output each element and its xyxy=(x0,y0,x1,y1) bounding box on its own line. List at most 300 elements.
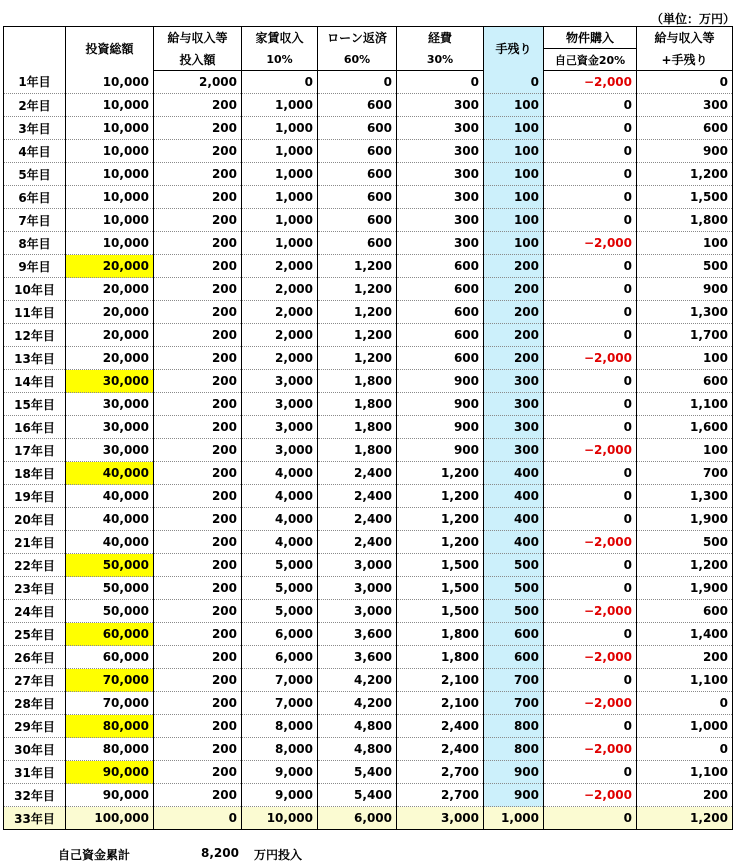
table-row xyxy=(4,255,733,278)
cell-purchase: 0 xyxy=(544,669,637,692)
header-purchase: 物件購入 xyxy=(544,27,637,49)
cell-investment-total: 60,000 xyxy=(66,623,154,646)
cell-year: 5年目 xyxy=(4,163,66,186)
cell-salary-plus-net: 1,600 xyxy=(637,416,733,439)
cell-salary-plus-net: 1,100 xyxy=(637,761,733,784)
cell-salary-plus-net: 1,900 xyxy=(637,508,733,531)
cell-expenses: 600 xyxy=(397,255,484,278)
cell-year: 20年目 xyxy=(4,508,66,531)
cell-year: 2年目 xyxy=(4,94,66,117)
cell-year: 32年目 xyxy=(4,784,66,807)
cell-expenses: 300 xyxy=(397,209,484,232)
table-row xyxy=(4,738,733,761)
cell-salary-plus-net: 200 xyxy=(637,784,733,807)
cell-net-cash: 100 xyxy=(484,140,544,163)
cell-rent-income: 3,000 xyxy=(242,439,318,462)
table-row xyxy=(4,577,733,600)
table-row xyxy=(4,784,733,807)
cell-net-cash: 900 xyxy=(484,784,544,807)
cell-loan-repay: 600 xyxy=(318,140,397,163)
cell-purchase: 0 xyxy=(544,324,637,347)
cell-investment-total: 80,000 xyxy=(66,738,154,761)
cell-rent-income: 4,000 xyxy=(242,485,318,508)
cell-loan-repay: 1,800 xyxy=(318,416,397,439)
cell-salary-plus-net: 700 xyxy=(637,462,733,485)
cell-salary-plus-net: 0 xyxy=(637,738,733,761)
cell-rent-income: 4,000 xyxy=(242,531,318,554)
cell-salary-invest: 200 xyxy=(154,784,242,807)
cell-year: 17年目 xyxy=(4,439,66,462)
cell-purchase: 0 xyxy=(544,577,637,600)
cell-rent-income: 6,000 xyxy=(242,623,318,646)
header-investment-total: 投資総額 xyxy=(66,27,154,71)
cell-rent-income: 1,000 xyxy=(242,186,318,209)
cell-purchase: 0 xyxy=(544,117,637,140)
summary-value: 8,200 xyxy=(201,846,239,860)
cell-salary-plus-net: 1,900 xyxy=(637,577,733,600)
table-row xyxy=(4,140,733,163)
table-row xyxy=(4,692,733,715)
cell-loan-repay: 1,200 xyxy=(318,255,397,278)
cell-year: 7年目 xyxy=(4,209,66,232)
cell-salary-invest: 200 xyxy=(154,209,242,232)
cell-net-cash: 300 xyxy=(484,416,544,439)
cell-loan-repay: 2,400 xyxy=(318,485,397,508)
cell-loan-repay: 600 xyxy=(318,117,397,140)
cell-investment-total: 40,000 xyxy=(66,485,154,508)
cell-loan-repay: 600 xyxy=(318,163,397,186)
header-net-cash: 手残り xyxy=(484,27,544,71)
cell-purchase: 0 xyxy=(544,623,637,646)
cell-net-cash: 100 xyxy=(484,163,544,186)
cell-purchase: −2,000 xyxy=(544,232,637,255)
cell-investment-total: 100,000 xyxy=(66,807,154,830)
cell-expenses: 300 xyxy=(397,163,484,186)
cell-expenses: 3,000 xyxy=(397,807,484,830)
cell-year: 21年目 xyxy=(4,531,66,554)
table-row xyxy=(4,600,733,623)
cell-expenses: 900 xyxy=(397,393,484,416)
cell-salary-invest: 200 xyxy=(154,301,242,324)
table-row xyxy=(4,439,733,462)
table-row xyxy=(4,324,733,347)
cell-loan-repay: 600 xyxy=(318,186,397,209)
cell-expenses: 2,400 xyxy=(397,715,484,738)
header-salary-plus-2: +手残り xyxy=(637,49,733,71)
cell-investment-total: 20,000 xyxy=(66,278,154,301)
cell-net-cash: 100 xyxy=(484,186,544,209)
cell-purchase: 0 xyxy=(544,462,637,485)
cell-investment-total: 10,000 xyxy=(66,209,154,232)
cell-year: 8年目 xyxy=(4,232,66,255)
cell-salary-invest: 200 xyxy=(154,186,242,209)
cell-expenses: 1,800 xyxy=(397,646,484,669)
cell-expenses: 300 xyxy=(397,140,484,163)
cell-loan-repay: 4,200 xyxy=(318,669,397,692)
cell-rent-income: 5,000 xyxy=(242,554,318,577)
cell-rent-income: 5,000 xyxy=(242,577,318,600)
cell-net-cash: 300 xyxy=(484,439,544,462)
cell-year: 9年目 xyxy=(4,255,66,278)
header-expenses: 経費 xyxy=(397,27,484,49)
cell-rent-income: 8,000 xyxy=(242,738,318,761)
cell-net-cash: 400 xyxy=(484,485,544,508)
cell-loan-repay: 6,000 xyxy=(318,807,397,830)
cell-year: 22年目 xyxy=(4,554,66,577)
cell-purchase: 0 xyxy=(544,186,637,209)
header-loan-repay: ローン返済 xyxy=(318,27,397,49)
cell-investment-total: 40,000 xyxy=(66,508,154,531)
table-row xyxy=(4,485,733,508)
cell-investment-total: 10,000 xyxy=(66,117,154,140)
table-row xyxy=(4,531,733,554)
cell-purchase: −2,000 xyxy=(544,784,637,807)
cell-rent-income: 9,000 xyxy=(242,761,318,784)
cell-salary-invest: 200 xyxy=(154,531,242,554)
cell-net-cash: 700 xyxy=(484,692,544,715)
cell-loan-repay: 3,000 xyxy=(318,600,397,623)
table-row xyxy=(4,370,733,393)
cell-year: 31年目 xyxy=(4,761,66,784)
cell-rent-income: 10,000 xyxy=(242,807,318,830)
cell-purchase: 0 xyxy=(544,255,637,278)
cell-net-cash: 300 xyxy=(484,370,544,393)
cell-rent-income: 1,000 xyxy=(242,209,318,232)
header-expenses-pct: 30% xyxy=(397,49,484,71)
cell-expenses: 1,200 xyxy=(397,508,484,531)
cell-investment-total: 20,000 xyxy=(66,255,154,278)
cell-investment-total: 70,000 xyxy=(66,692,154,715)
cell-investment-total: 50,000 xyxy=(66,577,154,600)
cell-salary-plus-net: 1,200 xyxy=(637,554,733,577)
cell-investment-total: 50,000 xyxy=(66,600,154,623)
cell-salary-plus-net: 1,300 xyxy=(637,301,733,324)
table-row xyxy=(4,186,733,209)
cell-net-cash: 700 xyxy=(484,669,544,692)
cell-investment-total: 10,000 xyxy=(66,232,154,255)
cell-salary-invest: 200 xyxy=(154,508,242,531)
cell-investment-total: 10,000 xyxy=(66,71,154,94)
cell-rent-income: 4,000 xyxy=(242,508,318,531)
cell-salary-plus-net: 1,400 xyxy=(637,623,733,646)
cell-purchase: −2,000 xyxy=(544,692,637,715)
investment-table xyxy=(3,26,733,830)
cell-purchase: 0 xyxy=(544,370,637,393)
cell-loan-repay: 5,400 xyxy=(318,761,397,784)
table-row xyxy=(4,554,733,577)
cell-purchase: 0 xyxy=(544,301,637,324)
cell-investment-total: 20,000 xyxy=(66,301,154,324)
cell-investment-total: 90,000 xyxy=(66,784,154,807)
cell-salary-plus-net: 100 xyxy=(637,439,733,462)
summary-label: 自己資金累計 xyxy=(58,848,131,862)
cell-net-cash: 400 xyxy=(484,508,544,531)
cell-salary-invest: 200 xyxy=(154,163,242,186)
cell-net-cash: 400 xyxy=(484,531,544,554)
cell-salary-invest: 200 xyxy=(154,646,242,669)
header-rent-income: 家賃収入 xyxy=(242,27,318,49)
table-row xyxy=(4,416,733,439)
cell-year: 13年目 xyxy=(4,347,66,370)
cell-loan-repay: 2,400 xyxy=(318,508,397,531)
cell-net-cash: 100 xyxy=(484,209,544,232)
table-row xyxy=(4,209,733,232)
cell-year: 16年目 xyxy=(4,416,66,439)
cell-investment-total: 50,000 xyxy=(66,554,154,577)
unit-note: （単位：万円） xyxy=(650,12,735,26)
summary-suffix: 万円投入 xyxy=(254,848,303,862)
cell-purchase: −2,000 xyxy=(544,646,637,669)
cell-salary-invest: 200 xyxy=(154,761,242,784)
cell-rent-income: 5,000 xyxy=(242,600,318,623)
cell-salary-plus-net: 1,100 xyxy=(637,669,733,692)
cell-rent-income: 1,000 xyxy=(242,163,318,186)
cell-purchase: 0 xyxy=(544,393,637,416)
cell-salary-plus-net: 900 xyxy=(637,278,733,301)
cell-net-cash: 500 xyxy=(484,554,544,577)
cell-salary-invest: 200 xyxy=(154,94,242,117)
cell-net-cash: 100 xyxy=(484,94,544,117)
cell-investment-total: 10,000 xyxy=(66,94,154,117)
cell-salary-plus-net: 600 xyxy=(637,117,733,140)
cell-salary-invest: 200 xyxy=(154,600,242,623)
cell-loan-repay: 1,800 xyxy=(318,439,397,462)
cell-expenses: 1,200 xyxy=(397,531,484,554)
cell-loan-repay: 4,800 xyxy=(318,738,397,761)
cell-year: 30年目 xyxy=(4,738,66,761)
cell-net-cash: 0 xyxy=(484,71,544,94)
cell-rent-income: 2,000 xyxy=(242,347,318,370)
cell-salary-invest: 200 xyxy=(154,715,242,738)
cell-net-cash: 600 xyxy=(484,623,544,646)
cell-salary-plus-net: 1,500 xyxy=(637,186,733,209)
cell-expenses: 600 xyxy=(397,278,484,301)
cell-expenses: 300 xyxy=(397,94,484,117)
cell-salary-invest: 200 xyxy=(154,416,242,439)
cell-net-cash: 100 xyxy=(484,232,544,255)
cell-expenses: 1,200 xyxy=(397,462,484,485)
cell-net-cash: 800 xyxy=(484,738,544,761)
cell-salary-invest: 200 xyxy=(154,370,242,393)
cell-year: 25年目 xyxy=(4,623,66,646)
cell-expenses: 600 xyxy=(397,347,484,370)
header-year xyxy=(4,27,66,71)
cell-salary-plus-net: 600 xyxy=(637,600,733,623)
cell-purchase: −2,000 xyxy=(544,439,637,462)
table-row xyxy=(4,761,733,784)
cell-salary-plus-net: 100 xyxy=(637,232,733,255)
cell-rent-income: 7,000 xyxy=(242,692,318,715)
cell-expenses: 300 xyxy=(397,232,484,255)
table-row xyxy=(4,163,733,186)
cell-net-cash: 200 xyxy=(484,278,544,301)
cell-expenses: 2,700 xyxy=(397,761,484,784)
cell-loan-repay: 3,600 xyxy=(318,623,397,646)
header-row-1 xyxy=(4,27,733,49)
cell-rent-income: 2,000 xyxy=(242,255,318,278)
cell-purchase: 0 xyxy=(544,715,637,738)
cell-year: 23年目 xyxy=(4,577,66,600)
cell-investment-total: 90,000 xyxy=(66,761,154,784)
cell-net-cash: 200 xyxy=(484,301,544,324)
cell-expenses: 2,700 xyxy=(397,784,484,807)
cell-expenses: 900 xyxy=(397,370,484,393)
cell-rent-income: 1,000 xyxy=(242,232,318,255)
header-salary-invest-2: 投入額 xyxy=(154,49,242,71)
table-row xyxy=(4,646,733,669)
cell-investment-total: 10,000 xyxy=(66,163,154,186)
cell-salary-invest: 200 xyxy=(154,393,242,416)
table-row xyxy=(4,715,733,738)
cell-expenses: 2,100 xyxy=(397,692,484,715)
cell-rent-income: 1,000 xyxy=(242,117,318,140)
cell-salary-invest: 200 xyxy=(154,347,242,370)
cell-net-cash: 200 xyxy=(484,255,544,278)
cell-net-cash: 300 xyxy=(484,393,544,416)
cell-rent-income: 0 xyxy=(242,71,318,94)
cell-salary-plus-net: 1,800 xyxy=(637,209,733,232)
cell-salary-invest: 200 xyxy=(154,669,242,692)
table-row xyxy=(4,669,733,692)
cell-salary-invest: 200 xyxy=(154,462,242,485)
cell-salary-invest: 200 xyxy=(154,232,242,255)
cell-loan-repay: 4,800 xyxy=(318,715,397,738)
cell-salary-plus-net: 100 xyxy=(637,347,733,370)
cell-purchase: 0 xyxy=(544,209,637,232)
cell-rent-income: 1,000 xyxy=(242,140,318,163)
cell-investment-total: 30,000 xyxy=(66,416,154,439)
cell-net-cash: 600 xyxy=(484,646,544,669)
cell-loan-repay: 5,400 xyxy=(318,784,397,807)
cell-expenses: 0 xyxy=(397,71,484,94)
cell-rent-income: 2,000 xyxy=(242,278,318,301)
cell-investment-total: 10,000 xyxy=(66,140,154,163)
cell-salary-plus-net: 0 xyxy=(637,71,733,94)
cell-salary-invest: 2,000 xyxy=(154,71,242,94)
cell-salary-invest: 200 xyxy=(154,554,242,577)
cell-salary-invest: 200 xyxy=(154,485,242,508)
cell-net-cash: 400 xyxy=(484,462,544,485)
cell-purchase: 0 xyxy=(544,416,637,439)
cell-loan-repay: 1,200 xyxy=(318,324,397,347)
cell-loan-repay: 4,200 xyxy=(318,692,397,715)
table-row xyxy=(4,347,733,370)
cell-purchase: 0 xyxy=(544,140,637,163)
table-row xyxy=(4,393,733,416)
cell-expenses: 1,200 xyxy=(397,485,484,508)
cell-expenses: 1,500 xyxy=(397,554,484,577)
table-row xyxy=(4,301,733,324)
cell-year: 1年目 xyxy=(4,71,66,94)
cell-salary-plus-net: 0 xyxy=(637,692,733,715)
cell-loan-repay: 0 xyxy=(318,71,397,94)
cell-year: 19年目 xyxy=(4,485,66,508)
cell-loan-repay: 1,200 xyxy=(318,347,397,370)
cell-loan-repay: 3,000 xyxy=(318,577,397,600)
cell-expenses: 300 xyxy=(397,117,484,140)
cell-purchase: 0 xyxy=(544,163,637,186)
cell-salary-invest: 200 xyxy=(154,117,242,140)
cell-year: 18年目 xyxy=(4,462,66,485)
header-salary-invest-1: 給与収入等 xyxy=(154,27,242,49)
cell-rent-income: 3,000 xyxy=(242,370,318,393)
cell-year: 29年目 xyxy=(4,715,66,738)
cell-year: 10年目 xyxy=(4,278,66,301)
cell-year: 14年目 xyxy=(4,370,66,393)
cell-salary-invest: 0 xyxy=(154,807,242,830)
table-row xyxy=(4,623,733,646)
cell-net-cash: 200 xyxy=(484,347,544,370)
cell-rent-income: 9,000 xyxy=(242,784,318,807)
cell-expenses: 1,800 xyxy=(397,623,484,646)
cell-investment-total: 40,000 xyxy=(66,531,154,554)
cell-loan-repay: 1,200 xyxy=(318,301,397,324)
cell-purchase: −2,000 xyxy=(544,347,637,370)
header-loan-pct: 60% xyxy=(318,49,397,71)
cell-salary-invest: 200 xyxy=(154,577,242,600)
cell-expenses: 2,400 xyxy=(397,738,484,761)
cell-loan-repay: 600 xyxy=(318,232,397,255)
cell-investment-total: 30,000 xyxy=(66,439,154,462)
cell-net-cash: 1,000 xyxy=(484,807,544,830)
cell-net-cash: 900 xyxy=(484,761,544,784)
cell-rent-income: 3,000 xyxy=(242,416,318,439)
cell-expenses: 2,100 xyxy=(397,669,484,692)
cell-salary-plus-net: 200 xyxy=(637,646,733,669)
table-row xyxy=(4,278,733,301)
cell-salary-invest: 200 xyxy=(154,140,242,163)
cell-salary-plus-net: 500 xyxy=(637,531,733,554)
cell-loan-repay: 1,800 xyxy=(318,370,397,393)
cell-purchase: 0 xyxy=(544,94,637,117)
cell-loan-repay: 600 xyxy=(318,94,397,117)
table-row xyxy=(4,232,733,255)
table-row xyxy=(4,807,733,830)
cell-purchase: 0 xyxy=(544,554,637,577)
cell-rent-income: 7,000 xyxy=(242,669,318,692)
cell-salary-invest: 200 xyxy=(154,324,242,347)
cell-expenses: 1,500 xyxy=(397,600,484,623)
cell-salary-plus-net: 300 xyxy=(637,94,733,117)
cell-investment-total: 20,000 xyxy=(66,347,154,370)
cell-year: 15年目 xyxy=(4,393,66,416)
cell-year: 33年目 xyxy=(4,807,66,830)
cell-rent-income: 2,000 xyxy=(242,324,318,347)
cell-rent-income: 3,000 xyxy=(242,393,318,416)
cell-salary-plus-net: 500 xyxy=(637,255,733,278)
cell-salary-plus-net: 900 xyxy=(637,140,733,163)
cell-salary-plus-net: 1,200 xyxy=(637,807,733,830)
cell-year: 3年目 xyxy=(4,117,66,140)
cell-loan-repay: 2,400 xyxy=(318,462,397,485)
cell-salary-invest: 200 xyxy=(154,623,242,646)
cell-salary-plus-net: 1,100 xyxy=(637,393,733,416)
cell-year: 11年目 xyxy=(4,301,66,324)
cell-purchase: −2,000 xyxy=(544,71,637,94)
cell-expenses: 900 xyxy=(397,439,484,462)
cell-salary-invest: 200 xyxy=(154,255,242,278)
cell-loan-repay: 3,600 xyxy=(318,646,397,669)
cell-purchase: 0 xyxy=(544,278,637,301)
cell-salary-plus-net: 1,700 xyxy=(637,324,733,347)
cell-purchase: −2,000 xyxy=(544,531,637,554)
cell-net-cash: 800 xyxy=(484,715,544,738)
cell-year: 6年目 xyxy=(4,186,66,209)
cell-rent-income: 8,000 xyxy=(242,715,318,738)
cell-purchase: 0 xyxy=(544,807,637,830)
header-salary-plus-1: 給与収入等 xyxy=(637,27,733,49)
cell-investment-total: 20,000 xyxy=(66,324,154,347)
